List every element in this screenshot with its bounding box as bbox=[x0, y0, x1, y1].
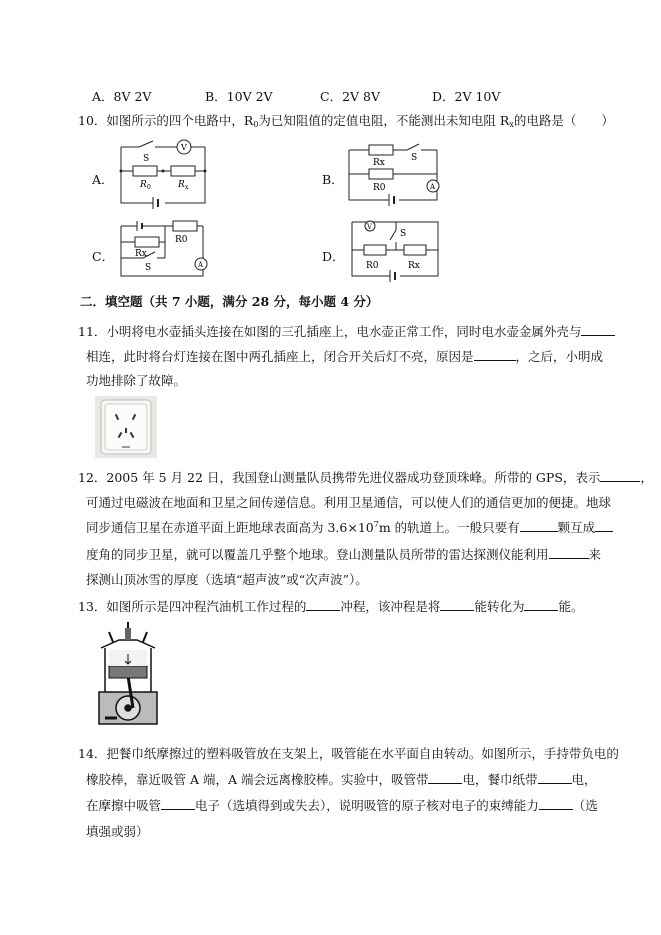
svg-text:Rx: Rx bbox=[408, 261, 420, 271]
answer-blank bbox=[161, 797, 195, 810]
svg-text:R: R bbox=[178, 180, 185, 190]
circuit-diagram-c bbox=[113, 218, 215, 284]
answer-blank bbox=[440, 598, 474, 611]
q12-number: 12． bbox=[78, 470, 107, 485]
answer-blank bbox=[581, 323, 615, 336]
answer-blank bbox=[538, 771, 572, 784]
q12-line4: 度角的同步卫星，就可以覆盖几乎整个地球。登山测量队员所带的雷达探测仪能利用 来 bbox=[86, 547, 602, 562]
four-stroke-engine-image bbox=[95, 620, 161, 732]
answer-blank bbox=[595, 519, 613, 532]
q10-stem: 10．如图所示的四个电路中，$R_0$为已知阻值的定值电阻，不能测出未知电阻 $R_x$的电路是（ ） bbox=[78, 113, 614, 129]
svg-text:0: 0 bbox=[147, 184, 151, 191]
q9-option-c: C．2V 8V bbox=[320, 89, 380, 104]
q11-line2: 相连，此时将台灯连接在图中两孔插座上，闭合开关后灯不亮，原因是 ，之后，小明成 bbox=[86, 349, 604, 364]
q10-option-d-label: D． bbox=[322, 249, 345, 264]
svg-text:A: A bbox=[198, 261, 204, 269]
svg-text:Rx: Rx bbox=[135, 249, 147, 259]
q11-line3: 功地排除了故障。 bbox=[86, 373, 187, 388]
q10-option-b-label: B． bbox=[322, 172, 344, 187]
q10-option-a-label: A． bbox=[92, 172, 114, 187]
svg-text:S: S bbox=[145, 263, 152, 273]
svg-text:V: V bbox=[367, 223, 373, 231]
answer-blank bbox=[549, 546, 589, 559]
section-title: 二．填空题（共 7 小题，满分 28 分，每小题 4 分） bbox=[80, 294, 379, 309]
q14-line1: 14．把餐巾纸摩擦过的塑料吸管放在支架上，吸管能在水平面自由转动。如图所示，手持带负电的 bbox=[78, 746, 619, 761]
three-hole-socket-image bbox=[95, 396, 157, 458]
q11-line1: 11．小明将电水壶插头连接在如图的三孔插座上，电水壶正常工作，同时电水壶金属外壳与 bbox=[78, 322, 615, 340]
q12-line1: 12．2005 年 5 月 22 日，我国登山测量队员携带先进仪器成功登顶珠峰。所带的 GPS，表示 ， bbox=[78, 470, 653, 485]
svg-text:R0: R0 bbox=[373, 183, 386, 193]
svg-text:S: S bbox=[400, 229, 407, 239]
q14-line4: 填强或弱） bbox=[86, 824, 149, 839]
answer-blank bbox=[539, 797, 573, 810]
q11-number: 11． bbox=[78, 324, 107, 339]
q9-option-d: D．2V 10V bbox=[432, 89, 501, 104]
answer-blank bbox=[520, 519, 558, 532]
q13-number: 13． bbox=[78, 599, 107, 614]
circuit-diagram-b bbox=[343, 138, 445, 208]
q14-number: 14． bbox=[78, 746, 107, 761]
answer-blank bbox=[306, 598, 340, 611]
q12-line5: 探测山顶冰雪的厚度（选填“超声波”或“次声波”）。 bbox=[86, 572, 368, 587]
circuit-diagram-a bbox=[113, 137, 213, 212]
svg-text:R0: R0 bbox=[366, 261, 379, 271]
ammeter-label: A bbox=[430, 183, 436, 191]
q10-number: 10． bbox=[78, 113, 107, 128]
answer-blank bbox=[428, 771, 462, 784]
answer-blank bbox=[474, 348, 516, 361]
svg-text:Rx: Rx bbox=[373, 158, 385, 168]
voltmeter-label: V bbox=[181, 143, 187, 152]
svg-text:S: S bbox=[411, 153, 418, 163]
q9-option-a: A．8V 2V bbox=[92, 89, 152, 104]
q12-line3: 同步通信卫星在赤道平面上距地球表面高为 $3.6\times 10^7m$ 的轨道上。一般只要有 颗互成 bbox=[86, 518, 613, 536]
svg-text:S: S bbox=[143, 154, 150, 164]
q14-line2: 橡胶棒，靠近吸管 A 端，A 端会远离橡胶棒。实验中，吸管带 电，餐巾纸带 电， bbox=[86, 772, 597, 787]
q9-option-b: B．10V 2V bbox=[205, 89, 273, 104]
q10-option-c-label: C． bbox=[92, 249, 115, 264]
svg-text:x: x bbox=[185, 184, 189, 191]
q14-line3: 在摩擦中吸管 电子（选填得到或失去），说明吸管的原子核对电子的束缚能力 （选 bbox=[86, 798, 598, 813]
svg-text:R0: R0 bbox=[175, 235, 188, 245]
answer-blank bbox=[524, 598, 558, 611]
q12-line2: 可通过电磁波在地面和卫星之间传递信息。利用卫星通信，可以使人们的通信更加的便捷。地球 bbox=[86, 495, 612, 510]
q13-line: 13．如图所示是四冲程汽油机工作过程的 冲程，该冲程是将 能转化为 能。 bbox=[78, 599, 584, 614]
answer-blank bbox=[600, 469, 640, 482]
svg-text:R: R bbox=[140, 180, 147, 190]
circuit-diagram-d bbox=[346, 216, 444, 284]
